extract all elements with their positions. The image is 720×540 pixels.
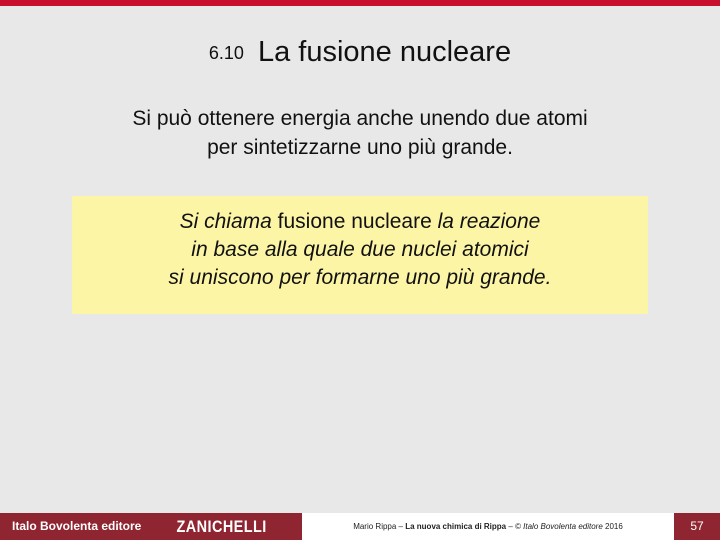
definition-line-1-pre: Si chiama (179, 210, 278, 233)
top-accent-bar (0, 0, 720, 6)
footer-publisher-band (0, 513, 302, 540)
intro-paragraph (60, 104, 660, 162)
page-number: 57 (674, 513, 720, 540)
footer-separator: – (506, 522, 516, 531)
section-number: 6.10 (208, 43, 244, 63)
footer (0, 513, 720, 540)
slide-title (0, 36, 720, 69)
footer-year: 2016 (602, 522, 623, 531)
definition-box (72, 196, 648, 314)
publisher-name: Italo Bovolenta editore (12, 519, 142, 533)
definition-line-3: si uniscono per formarne uno più grande. (168, 266, 552, 289)
footer-copyright: © Italo Bovolenta editore (515, 522, 603, 531)
definition-line-2: in base alla quale due nuclei atomici (191, 238, 529, 261)
definition-line-1-post: la reazione (431, 210, 541, 233)
title-text: La fusione nucleare (257, 36, 512, 68)
intro-line-2: per sintetizzarne uno più grande. (207, 136, 513, 159)
footer-author: Mario Rippa – (353, 522, 406, 531)
footer-book-title: La nuova chimica di Rippa (405, 522, 507, 531)
footer-credits (302, 513, 674, 540)
definition-term: fusione nucleare (277, 210, 432, 233)
zanichelli-logo: ZANICHELLI (176, 517, 267, 536)
definition-text (72, 208, 648, 292)
intro-line-1: Si può ottenere energia anche unendo due atomi (132, 107, 588, 130)
